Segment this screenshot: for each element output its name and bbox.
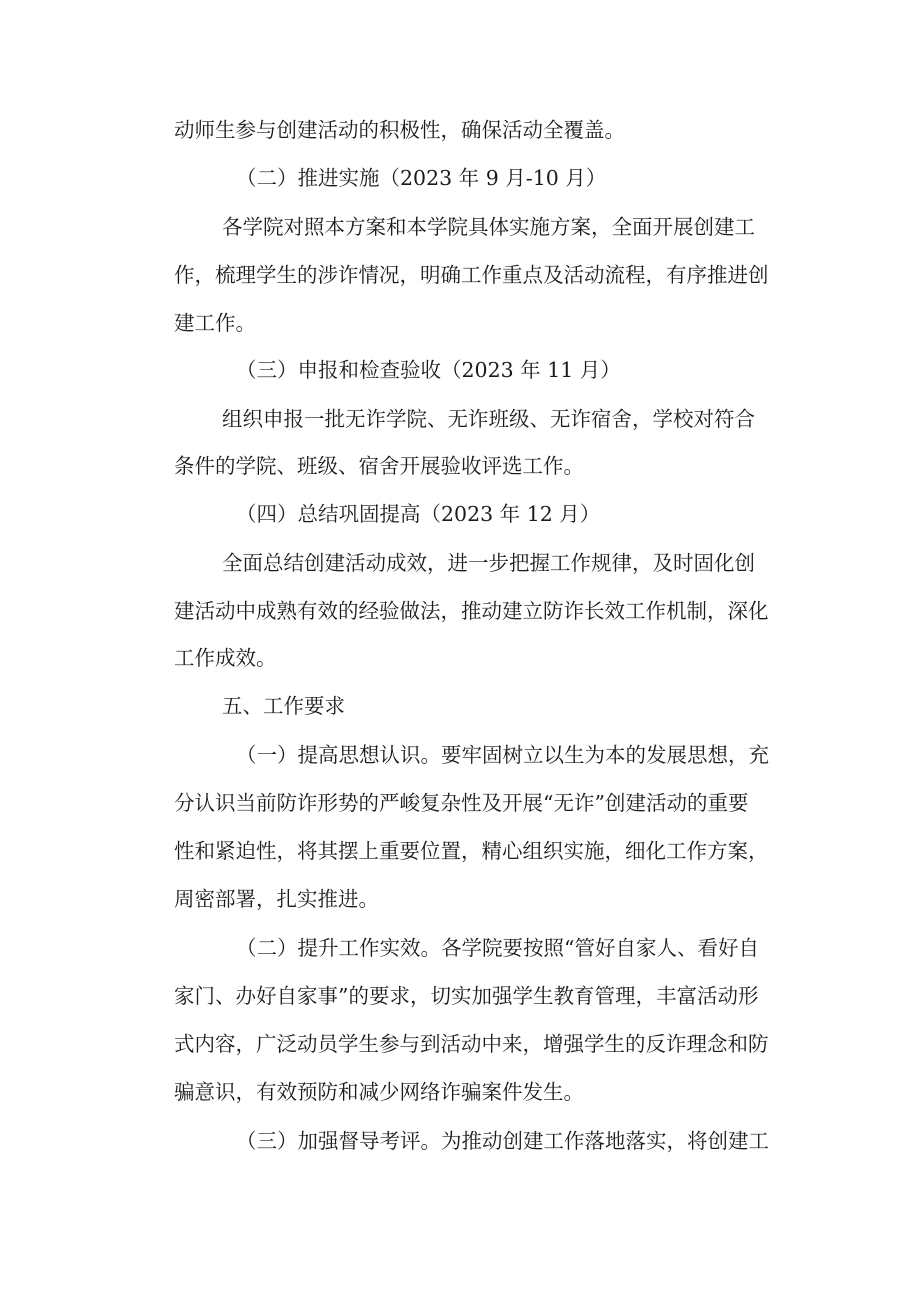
- paragraph-line: （二）提升工作实效。各学院要按照“管好自家人、看好自: [236, 936, 759, 960]
- section-heading: （三）申报和检查验收（2023 年 11 月）: [236, 358, 621, 382]
- paragraph-line: 建工作。: [174, 311, 256, 335]
- chapter-heading: 五、工作要求: [222, 694, 345, 718]
- paragraph-line: 骗意识，有效预防和减少网络诈骗案件发生。: [174, 1080, 584, 1104]
- section-heading: （二）推进实施（2023 年 9 月-10 月）: [236, 166, 607, 190]
- paragraph-line: 各学院对照本方案和本学院具体实施方案，全面开展创建工: [222, 215, 755, 239]
- paragraph-line: 作，梳理学生的涉诈情况，明确工作重点及活动流程，有序推进创: [174, 263, 769, 287]
- paragraph-line: （一）提高思想认识。要牢固树立以生为本的发展思想，充: [236, 743, 769, 767]
- paragraph-line: （三）加强督导考评。为推动创建工作落地落实，将创建工: [236, 1129, 769, 1153]
- paragraph-line: 全面总结创建活动成效，进一步把握工作规律，及时固化创: [222, 551, 755, 575]
- paragraph-line: 家门、办好自家事”的要求，切实加强学生教育管理，丰富活动形: [174, 984, 759, 1008]
- paragraph-line: 建活动中成熟有效的经验做法，推动建立防诈长效工作机制，深化: [174, 599, 769, 623]
- section-heading: （四）总结巩固提高（2023 年 12 月）: [236, 502, 601, 526]
- paragraph-line: 周密部署，扎实推进。: [174, 887, 379, 911]
- paragraph-line: 性和紧迫性，将其摆上重要位置，精心组织实施，细化工作方案，: [174, 839, 769, 863]
- paragraph-line: 分认识当前防诈形势的严峻复杂性及开展“无诈”创建活动的重要: [174, 791, 749, 815]
- paragraph-line: 工作成效。: [174, 646, 277, 670]
- paragraph-line: 组织申报一批无诈学院、无诈班级、无诈宿舍，学校对符合: [222, 407, 755, 431]
- paragraph-line: 条件的学院、班级、宿舍开展验收评选工作。: [174, 454, 584, 478]
- paragraph-line: 动师生参与创建活动的积极性，确保活动全覆盖。: [174, 118, 625, 142]
- paragraph-line: 式内容，广泛动员学生参与到活动中来，增强学生的反诈理念和防: [174, 1032, 769, 1056]
